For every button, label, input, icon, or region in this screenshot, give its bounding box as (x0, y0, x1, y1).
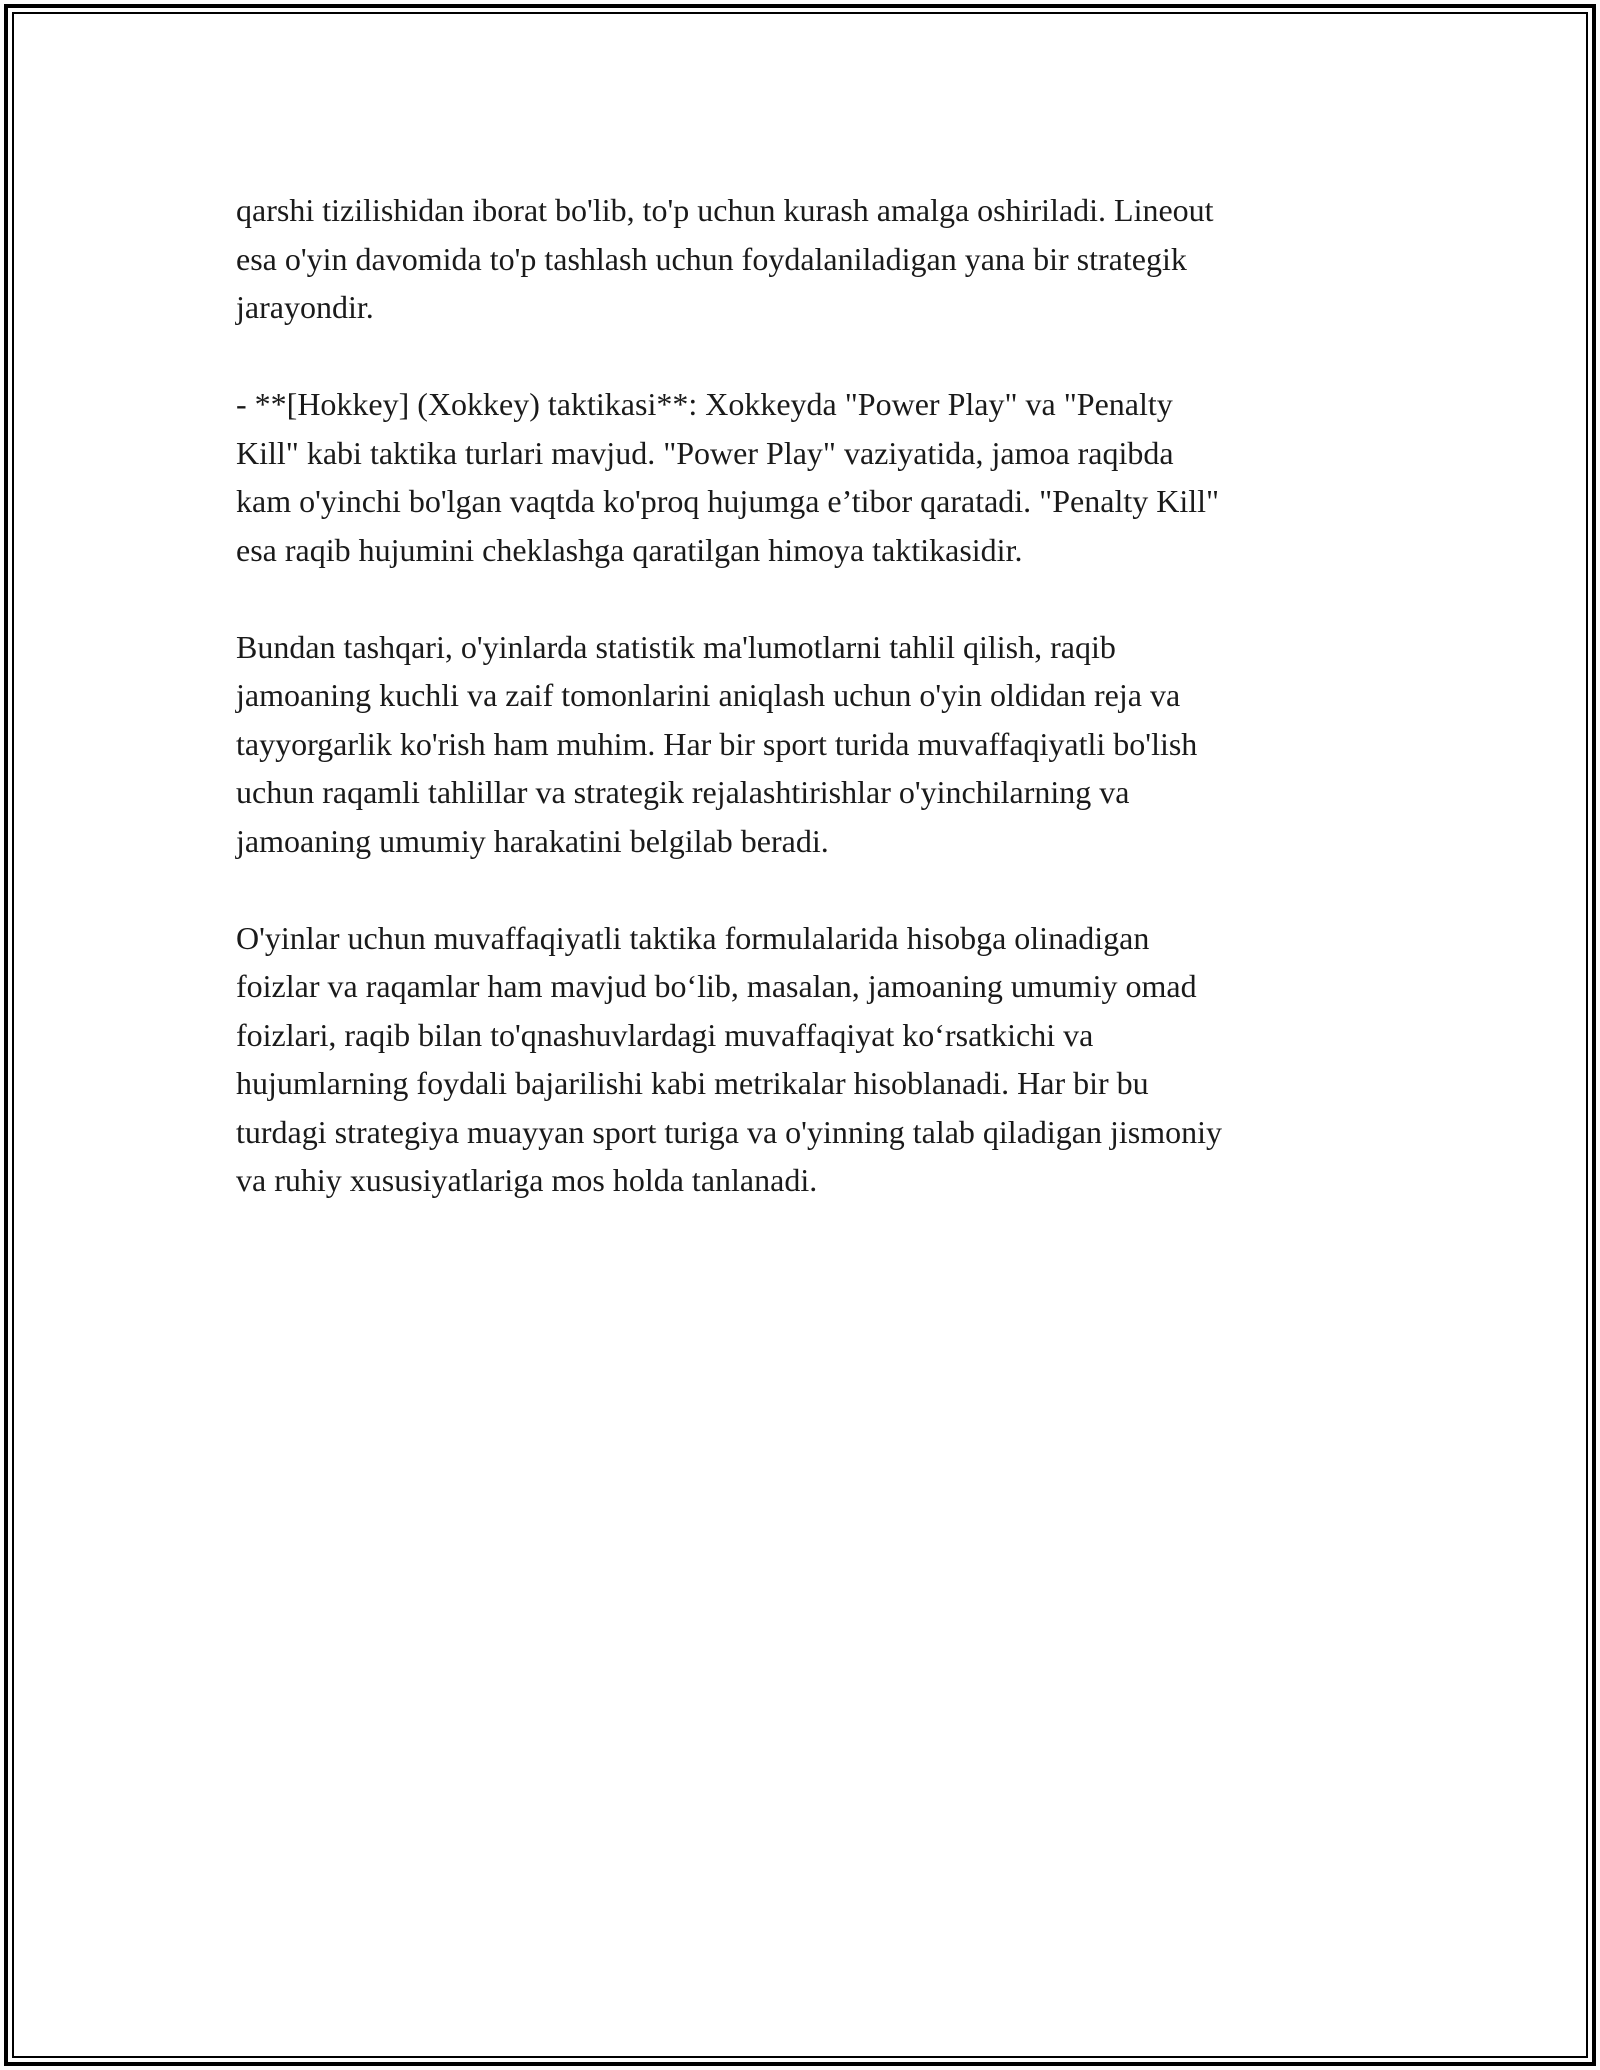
text-line: tayyorgarlik ko'rish ham muhim. Har bir sport turida muvaffaqiyatli bo'lish (236, 725, 1198, 762)
text-line: qarshi tizilishidan iborat bo'lib, to'p uchun kurash amalga oshiriladi. Lineout (236, 192, 1214, 228)
paragraph-hockey-tactics (236, 380, 1386, 574)
document-body (236, 186, 1386, 1253)
text-line: foizlar va raqamlar ham mavjud boʻlib, masalan, jamoaning umumiy omad (236, 968, 1197, 1004)
text-line: esa o'yin davomida to'p tashlash uchun foydalaniladigan yana bir strategik (236, 240, 1187, 277)
text-line: va ruhiy xususiyatlariga mos holda tanlanadi. (236, 1162, 818, 1198)
text-line: jamoaning kuchli va zaif tomonlarini aniqlash uchun o'yin oldidan reja va (236, 677, 1181, 713)
paragraph-tactic-formulas (236, 914, 1386, 1205)
text-line: uchun raqamli tahlillar va strategik rejalashtirishlar o'yinchilarning va (236, 774, 1130, 810)
text-line: O'yinlar uchun muvaffaqiyatli taktika formulalarida hisobga olinadigan (236, 919, 1150, 956)
paragraph-statistics-analysis (236, 623, 1386, 866)
text-line: hujumlarning foydali bajarilishi kabi metrikalar hisoblanadi. Har bir bu (236, 1065, 1149, 1101)
text-line: turdagi strategiya muayyan sport turiga va o'yinning talab qiladigan jismoniy (236, 1113, 1222, 1150)
paragraph-rugby-lineout (236, 186, 1386, 332)
text-line: foizlari, raqib bilan to'qnashuvlardagi muvaffaqiyat koʻrsatkichi va (236, 1016, 1094, 1053)
text-line: Bundan tashqari, o'yinlarda statistik ma'lumotlarni tahlil qilish, raqib (236, 628, 1116, 665)
text-line: esa raqib hujumini cheklashga qaratilgan himoya taktikasidir. (236, 531, 1023, 568)
text-line: Kill" kabi taktika turlari mavjud. "Power Play" vaziyatida, jamoa raqibda (236, 434, 1174, 471)
text-line: jarayondir. (236, 289, 374, 325)
text-line: kam o'yinchi bo'lgan vaqtda ko'proq hujumga e’tibor qaratadi. "Penalty Kill" (236, 483, 1220, 519)
text-line: jamoaning umumiy harakatini belgilab beradi. (236, 822, 829, 859)
text-line: - **[Hokkey] (Xokkey) taktikasi**: Xokkeyda "Power Play" va "Penalty (236, 386, 1173, 422)
